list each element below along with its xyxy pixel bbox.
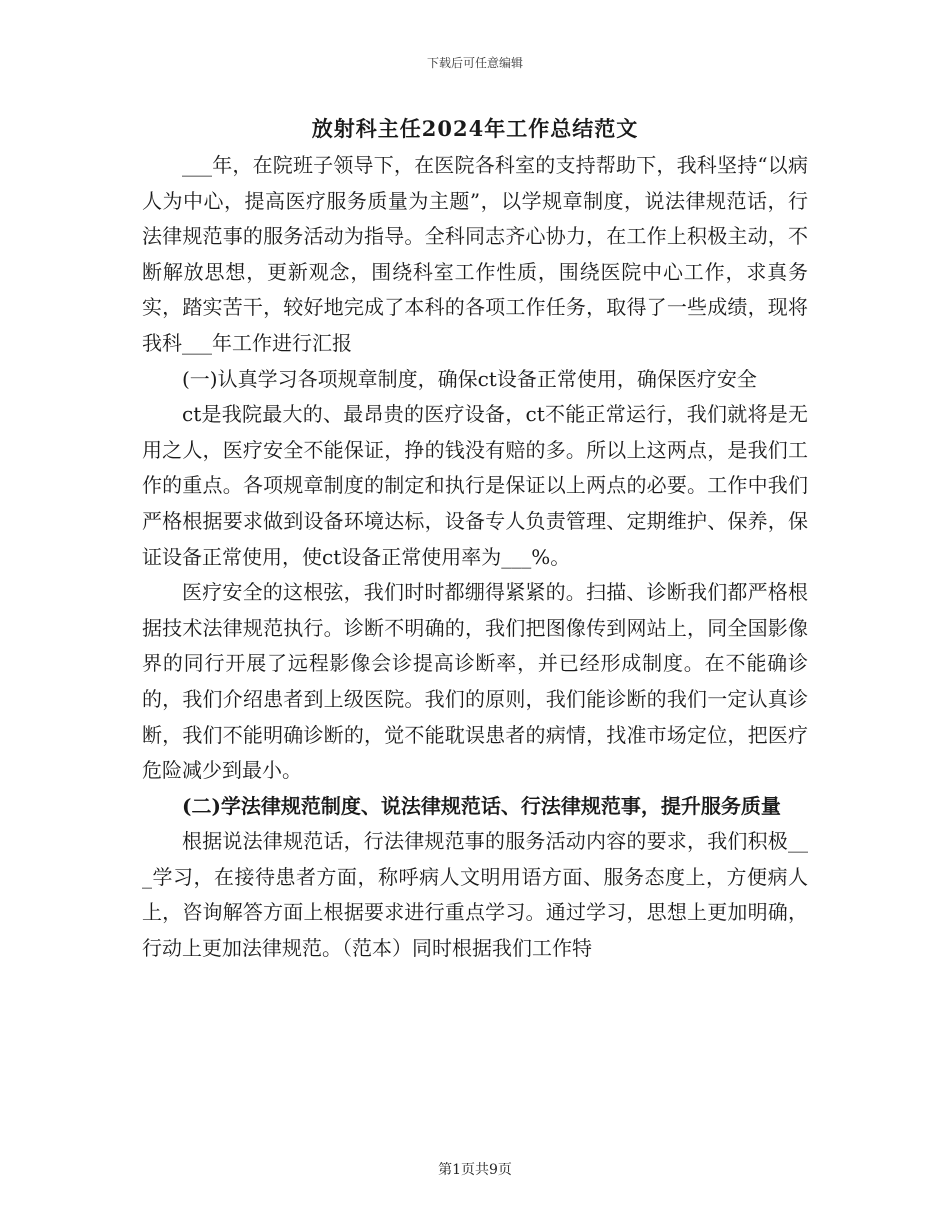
section-heading-1: (一)认真学习各项规章制度，确保ct设备正常使用，确保医疗安全 — [182, 366, 757, 391]
document-title: 放射科主任2024年工作总结范文 — [311, 116, 639, 141]
section-heading-2: (二)学法律规范制度、说法律规范话、行法律规范事，提升服务质量 — [182, 793, 781, 818]
paragraph-ct-equipment: ct是我院最大的、最昂贵的医疗设备，ct不能正常运行，我们就将是无用之人，医疗安全不能保证，挣的钱没有赔的多。所以上这两点，是我们工作的重点。各项规章制度的制定和执行是保证以上两点的必要。工作中我们严格根据要求做到设备环境达标，设备专人负责管理、定期维护、保养，保证设备正常使用，使ct设备正常使用率为___%。 — [142, 402, 808, 569]
page-footer: 第1页共9页 — [438, 1162, 512, 1178]
header-note: 下载后可任意编辑 — [426, 56, 523, 70]
paragraph-service-quality: 根据说法律规范话，行法律规范事的服务活动内容的要求，我们积极___学习，在接待患者方面，称呼病人文明用语方面、服务态度上，方便病人上，咨询解答方面上根据要求进行重点学习。通过学习，思想上更加明确，行动上更加法律规范。（范本）同时根据我们工作特 — [142, 829, 808, 961]
paragraph-intro: ___年，在院班子领导下，在医院各科室的支持帮助下，我科坚持“以病人为中心，提高医疗服务质量为主题”，以学规章制度，说法律规范话，行法律规范事的服务活动为指导。全科同志齐心协力，在工作上积极主动，不断解放思想，更新观念，围绕科室工作性质，围绕医院中心工作，求真务实，踏实苦干，较好地完成了本科的各项工作任务，取得了一些成绩，现将我科___年工作进行汇报 — [142, 153, 808, 355]
document-body — [142, 148, 808, 967]
paragraph-medical-safety: 医疗安全的这根弦，我们时时都绷得紧紧的。扫描、诊断我们都严格根据技术法律规范执行。诊断不明确的，我们把图像传到网站上，同全国影像界的同行开展了远程影像会诊提高诊断率，并已经形成制度。在不能确诊的，我们介绍患者到上级医院。我们的原则，我们能诊断的我们一定认真诊断，我们不能明确诊断的，觉不能耽误患者的病情，找准市场定位，把医疗危险减少到最小。 — [142, 580, 808, 783]
